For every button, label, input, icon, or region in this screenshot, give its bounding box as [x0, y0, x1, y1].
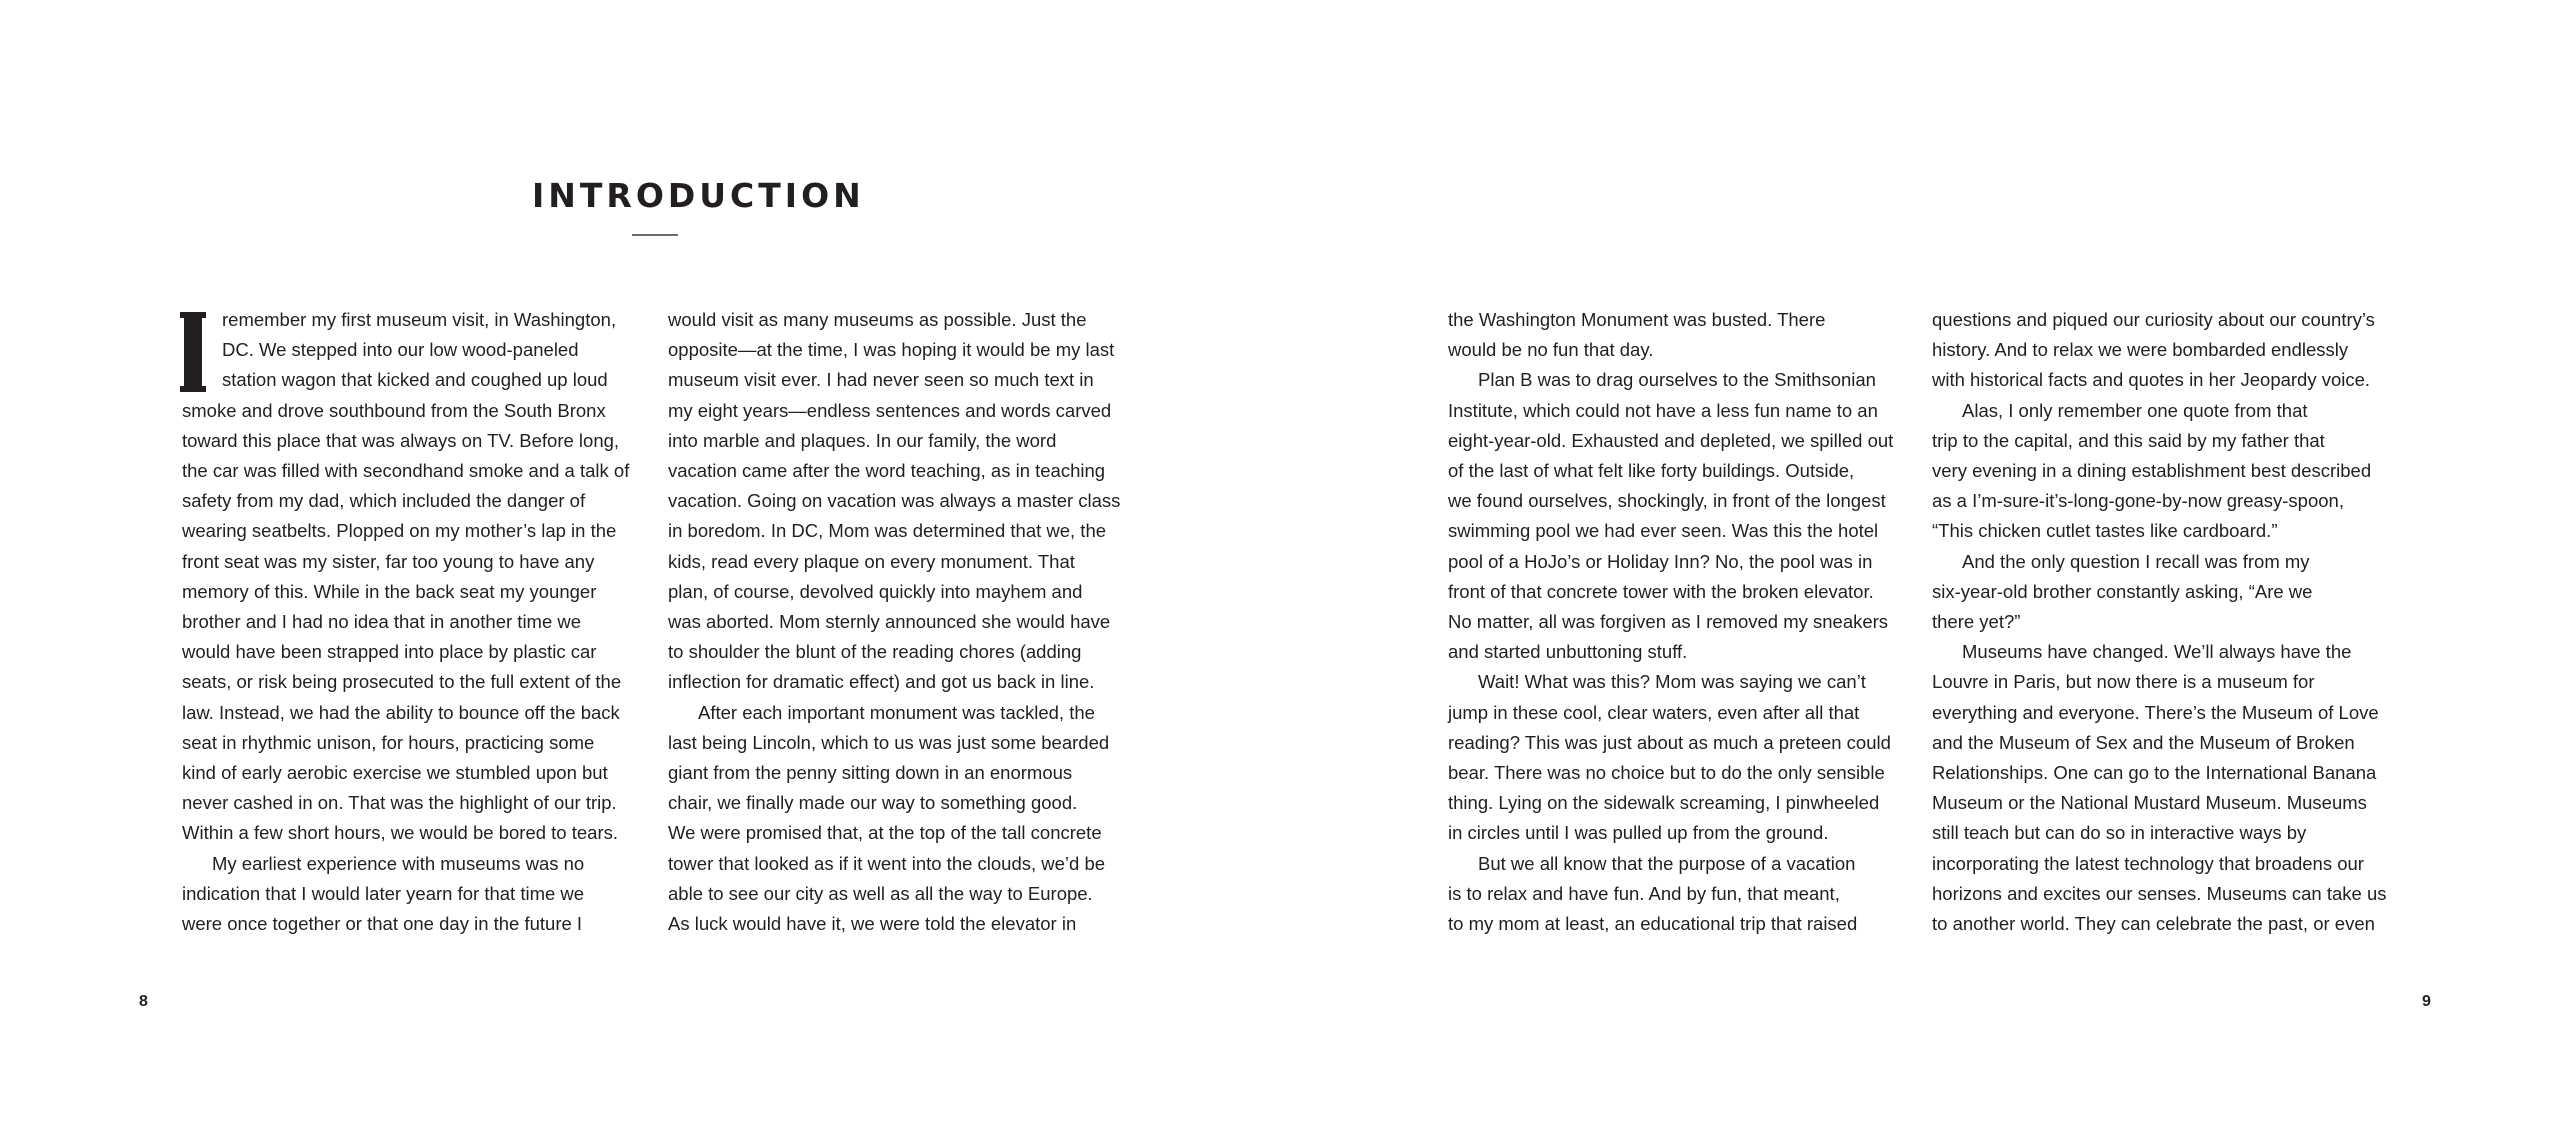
text-line: memory of this. While in the back seat my younger [182, 580, 597, 602]
text-line: Plan B was to drag ourselves to the Smithsonian [1478, 369, 1876, 391]
text-line: tower that looked as if it went into the clouds, we’d be [668, 852, 1106, 874]
text-line: everything and everyone. There’s the Museum of Love [1932, 701, 2379, 723]
text-line: of the last of what felt like forty buildings. Outside, [1448, 460, 1855, 482]
text-line: station wagon that kicked and coughed up loud [222, 369, 608, 391]
text-line: very evening in a dining establishment best described [1932, 460, 2372, 482]
text-line: horizons and excites our senses. Museums can take us [1932, 882, 2387, 904]
text-line: Alas, I only remember one quote from that [1962, 399, 2308, 421]
text-line: jump in these cool, clear waters, even after all that [1448, 701, 1860, 723]
text-line: We were promised that, at the top of the tall concrete [668, 822, 1102, 844]
text-line: Within a few short hours, we would be bored to tears. [182, 822, 618, 844]
page-number-right: 9 [2422, 993, 2431, 1010]
text-line: is to relax and have fun. And by fun, that meant, [1448, 882, 1840, 904]
text-line: seat in rhythmic unison, for hours, practicing some [182, 731, 595, 753]
text-line: front of that concrete tower with the broken elevator. [1448, 580, 1874, 602]
text-line: indication that I would later yearn for that time we [182, 882, 585, 904]
text-line: seats, or risk being prosecuted to the full extent of the [182, 671, 622, 693]
text-line: front seat was my sister, far too young to have any [182, 550, 595, 572]
text-line: “This chicken cutlet tastes like cardboard.” [1932, 520, 2278, 542]
text-line: But we all know that the purpose of a vacation [1478, 852, 1856, 874]
text-line: Wait! What was this? Mom was saying we can’t [1478, 671, 1866, 693]
text-line: safety from my dad, which included the danger of [182, 490, 586, 512]
text-line: there yet?” [1932, 611, 2021, 633]
text-line: and the Museum of Sex and the Museum of Broken [1932, 731, 2355, 753]
text-line: museum visit ever. I had never seen so much text in [668, 369, 1094, 391]
text-line: thing. Lying on the sidewalk screaming, I pinwheeled [1448, 792, 1880, 814]
text-line: kind of early aerobic exercise we stumbled upon but [182, 762, 608, 784]
chapter-title: INTRODUCTION [532, 176, 865, 215]
text-line: swimming pool we had ever seen. Was this the hotel [1448, 520, 1879, 542]
text-line: to my mom at least, an educational trip that raised [1448, 913, 1858, 935]
text-line: toward this place that was always on TV. Before long, [182, 429, 620, 451]
text-line: still teach but can do so in interactive ways by [1932, 822, 2307, 844]
text-line: kids, read every plaque on every monument. That [668, 550, 1075, 572]
text-line: in boredom. In DC, Mom was determined that we, the [668, 520, 1107, 542]
title-divider [632, 234, 678, 236]
text-line: Louvre in Paris, but now there is a museum for [1932, 671, 2315, 693]
text-line: As luck would have it, we were told the elevator in [668, 913, 1077, 935]
text-line: my eight years—endless sentences and words carved [668, 399, 1112, 421]
text-line: would have been strapped into place by plastic car [182, 641, 597, 663]
text-column-3 [1448, 305, 1918, 939]
text-line: vacation. Going on vacation was always a master class [668, 490, 1121, 512]
text-line: and started unbuttoning stuff. [1448, 641, 1688, 663]
text-line: wearing seatbelts. Plopped on my mother’s lap in the [182, 520, 617, 542]
text-line: into marble and plaques. In our family, the word [668, 429, 1057, 451]
text-line: never cashed in on. That was the highlight of our trip. [182, 792, 617, 814]
text-line: law. Instead, we had the ability to bounce off the back [182, 701, 620, 723]
text-line: My earliest experience with museums was no [212, 852, 585, 874]
text-line: were once together or that one day in the future I [182, 913, 583, 935]
text-line: last being Lincoln, which to us was just some bearded [668, 731, 1110, 753]
text-line: would visit as many museums as possible. Just the [668, 309, 1087, 330]
text-line: six-year-old brother constantly asking, “Are we [1932, 580, 2313, 602]
text-line: we found ourselves, shockingly, in front of the longest [1448, 490, 1886, 512]
page-number-left: 8 [139, 993, 148, 1010]
text-line: opposite—at the time, I was hoping it would be my last [668, 339, 1115, 361]
text-line: reading? This was just about as much a preteen could [1448, 731, 1891, 753]
text-line: with historical facts and quotes in her Jeopardy voice. [1932, 369, 2371, 391]
text-line: brother and I had no idea that in another time we [182, 611, 582, 633]
text-line: And the only question I recall was from my [1962, 550, 2310, 572]
text-line: history. And to relax we were bombarded endlessly [1932, 339, 2349, 361]
text-line: incorporating the latest technology that broadens our [1932, 852, 2364, 874]
text-line: giant from the penny sitting down in an enormous [668, 762, 1073, 784]
text-line: inflection for dramatic effect) and got us back in line. [668, 671, 1095, 693]
text-line: able to see our city as well as all the way to Europe. [668, 882, 1093, 904]
text-line: bear. There was no choice but to do the only sensible [1448, 762, 1885, 784]
text-line: No matter, all was forgiven as I removed my sneakers [1448, 611, 1889, 633]
text-line: Museum or the National Mustard Museum. Museums [1932, 792, 2367, 814]
text-line: as a I’m-sure-it’s-long-gone-by-now greasy-spoon, [1932, 490, 2344, 512]
text-line: After each important monument was tackled, the [698, 701, 1095, 723]
text-line: remember my first museum visit, in Washington, [222, 309, 617, 330]
text-line: questions and piqued our curiosity about our country’s [1932, 309, 2375, 330]
text-line: plan, of course, devolved quickly into mayhem and [668, 580, 1083, 602]
text-column-2 [668, 305, 1138, 939]
text-line: the Washington Monument was busted. There [1448, 309, 1826, 330]
text-line: the car was filled with secondhand smoke and a talk of [182, 460, 630, 482]
text-line: to another world. They can celebrate the past, or even [1932, 913, 2375, 935]
text-line: Museums have changed. We’ll always have the [1962, 641, 2352, 663]
text-line: chair, we finally made our way to something good. [668, 792, 1078, 814]
text-line: vacation came after the word teaching, as in teaching [668, 460, 1106, 482]
text-line: would be no fun that day. [1448, 339, 1654, 361]
text-line: eight-year-old. Exhausted and depleted, we spilled out [1448, 429, 1894, 451]
text-line: trip to the capital, and this said by my father that [1932, 429, 2325, 451]
text-column-4 [1932, 305, 2402, 939]
text-line: DC. We stepped into our low wood-paneled [222, 339, 579, 361]
text-line: was aborted. Mom sternly announced she would have [668, 611, 1111, 633]
text-line: Institute, which could not have a less fun name to an [1448, 399, 1878, 421]
text-line: in circles until I was pulled up from the ground. [1448, 822, 1829, 844]
text-column-1 [182, 305, 652, 939]
text-line: to shoulder the blunt of the reading chores (adding [668, 641, 1082, 663]
text-line: smoke and drove southbound from the South Bronx [182, 399, 606, 421]
text-line: pool of a HoJo’s or Holiday Inn? No, the pool was in [1448, 550, 1873, 572]
text-line: Relationships. One can go to the International Banana [1932, 762, 2377, 784]
